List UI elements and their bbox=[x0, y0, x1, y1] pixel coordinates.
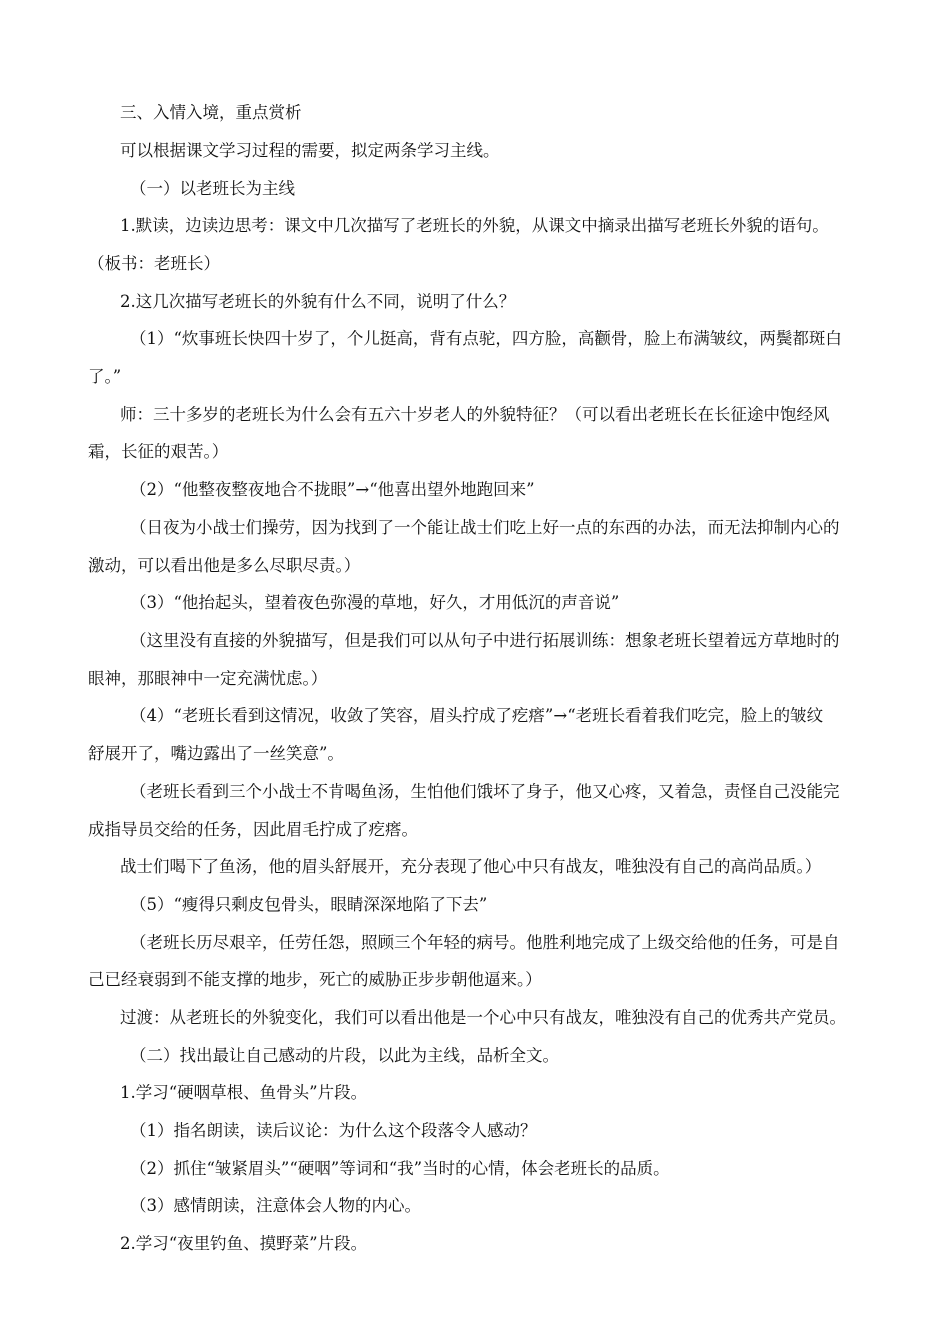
paragraph: 1.学习“硬咽草根、鱼骨头”片段。 bbox=[120, 1083, 368, 1102]
paragraph: 可以根据课文学习过程的需要，拟定两条学习主线。 bbox=[120, 141, 500, 160]
paragraph: 激动，可以看出他是多么尽职尽责。） bbox=[88, 556, 361, 575]
paragraph: 舒展开了，嘴边露出了一丝笑意”。 bbox=[88, 744, 344, 763]
paragraph: （3）“他抬起头，望着夜色弥漫的草地，好久，才用低沉的声音说” bbox=[130, 593, 620, 612]
paragraph: （老班长历尽艰辛，任劳任怨，照顾三个年轻的病号。他胜利地完成了上级交给他的任务，可是自 bbox=[130, 933, 840, 952]
paragraph: （5）“瘦得只剩皮包骨头，眼睛深深地陷了下去” bbox=[130, 895, 488, 914]
paragraph: 眼神，那眼神中一定充满忧虑。） bbox=[88, 669, 328, 688]
subsection-heading: （一）以老班长为主线 bbox=[130, 179, 295, 198]
paragraph: 师：三十多岁的老班长为什么会有五六十岁老人的外貌特征？（可以看出老班长在长征途中饱经风 bbox=[120, 405, 830, 424]
paragraph: 2.这几次描写老班长的外貌有什么不同，说明了什么？ bbox=[120, 292, 516, 311]
paragraph: （1）“炊事班长快四十岁了，个儿挺高，背有点驼，四方脸，高颧骨，脸上布满皱纹，两鬓都斑白 bbox=[130, 329, 842, 348]
paragraph: 了。” bbox=[88, 367, 122, 386]
paragraph: 成指导员交给的任务，因此眉毛拧成了疙瘩。 bbox=[88, 820, 418, 839]
paragraph: （1）指名朗读，读后议论：为什么这个段落令人感动？ bbox=[130, 1121, 537, 1140]
paragraph: 战士们喝下了鱼汤，他的眉头舒展开，充分表现了他心中只有战友，唯独没有自己的高尚品质。） bbox=[120, 857, 822, 876]
paragraph: 过渡：从老班长的外貌变化，我们可以看出他是一个心中只有战友，唯独没有自己的优秀共产党员。 bbox=[120, 1008, 846, 1027]
section-heading: 三、入情入境，重点赏析 bbox=[120, 103, 302, 122]
paragraph: 2.学习“夜里钓鱼、摸野菜”片段。 bbox=[120, 1234, 368, 1253]
paragraph: （2）“他整夜整夜地合不拢眼”→“他喜出望外地跑回来” bbox=[130, 480, 535, 499]
paragraph: （2）抓住“皱紧眉头”“硬咽”等词和“我”当时的心情，体会老班长的品质。 bbox=[130, 1159, 670, 1178]
paragraph: （4）“老班长看到这情况，收敛了笑容，眉头拧成了疙瘩”→“老班长看着我们吃完，脸上的皱纹 bbox=[130, 706, 824, 725]
paragraph: （日夜为小战士们操劳，因为找到了一个能让战士们吃上好一点的东西的办法，而无法抑制内心的 bbox=[130, 518, 840, 537]
subsection-heading: （二）找出最让自己感动的片段，以此为主线，品析全文。 bbox=[130, 1046, 559, 1065]
paragraph: （板书：老班长） bbox=[88, 254, 220, 273]
paragraph: （3）感情朗读，注意体会人物的内心。 bbox=[130, 1196, 421, 1215]
paragraph: 1.默读，边读边思考：课文中几次描写了老班长的外貌，从课文中摘录出描写老班长外貌的语句。 bbox=[120, 216, 829, 235]
paragraph: （这里没有直接的外貌描写，但是我们可以从句子中进行拓展训练：想象老班长望着远方草地时的 bbox=[130, 631, 840, 650]
paragraph: （老班长看到三个小战士不肯喝鱼汤，生怕他们饿坏了身子，他又心疼，又着急，责怪自己没能完 bbox=[130, 782, 840, 801]
paragraph: 霜，长征的艰苦。） bbox=[88, 442, 229, 461]
paragraph: 己已经衰弱到不能支撑的地步，死亡的威胁正步步朝他逼来。） bbox=[88, 970, 542, 989]
